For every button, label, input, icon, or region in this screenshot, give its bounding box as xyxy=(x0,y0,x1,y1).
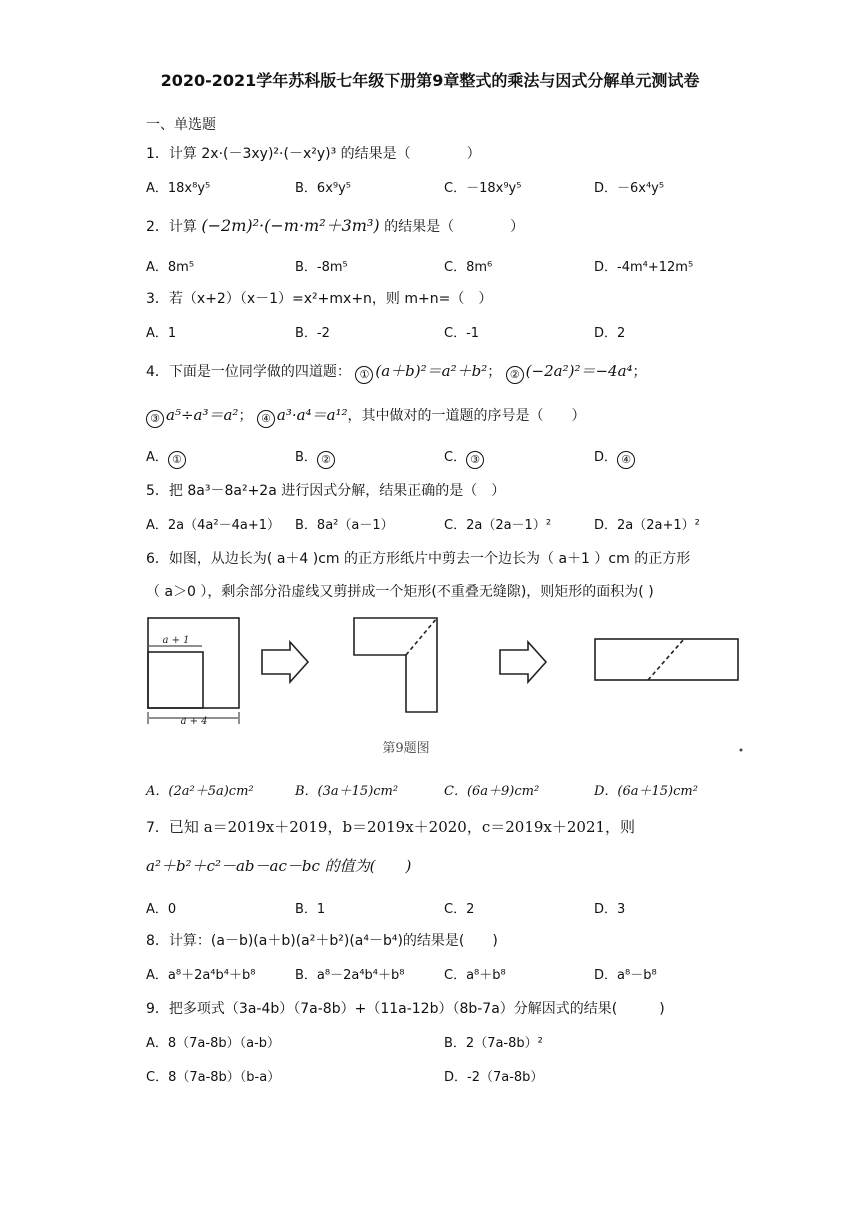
option-c: C．2 xyxy=(444,902,475,917)
option-c: C．2a（2a－1）² xyxy=(444,518,552,533)
circled-number-icon: ④ xyxy=(617,451,635,469)
option-label: A． xyxy=(146,450,168,465)
option-a: A．(2a²＋5a)cm² xyxy=(146,784,254,799)
question-7-line-2: a²＋b²＋c²－ab－ac－bc 的值为( ) xyxy=(146,857,412,875)
small-square xyxy=(148,652,203,708)
circled-number-icon: ① xyxy=(355,366,373,384)
separator: ； xyxy=(632,364,647,380)
question-number: 7． xyxy=(146,820,169,836)
separator: ； xyxy=(238,408,253,424)
option-b: B．6x⁹y⁵ xyxy=(295,181,351,196)
question-stem-end: 的结果是（ ） xyxy=(384,219,525,235)
option-d xyxy=(594,446,637,469)
question-9 xyxy=(146,998,665,1018)
circled-number-icon: ② xyxy=(317,451,335,469)
option-c: C．－18x⁹y⁵ xyxy=(444,181,522,196)
statement-2: (−2a²)²＝−4a⁴ xyxy=(525,362,633,380)
question-stem: 如图，从边长为( a＋4 )cm 的正方形纸片中剪去一个边长为（ a＋1 ）cm 的正方形 xyxy=(168,551,691,567)
question-stem: 计算：(a－b)(a＋b)(a²＋b²)(a⁴－b⁴)的结果是( ) xyxy=(168,933,498,949)
question-6 xyxy=(146,548,690,568)
option-c: C．-1 xyxy=(444,326,480,341)
section-heading: 一、单选题 xyxy=(146,117,216,133)
question-1 xyxy=(146,143,481,163)
dashed-cut-line xyxy=(406,618,437,655)
option-b: B．1 xyxy=(295,902,326,917)
option-a: A．2a（4a²－4a+1） xyxy=(146,518,280,533)
circled-number-icon: ③ xyxy=(146,410,164,428)
arrow-right-icon xyxy=(262,642,308,682)
question-number: 9． xyxy=(146,1001,169,1017)
option-c: C．8（7a-8b）（b-a） xyxy=(146,1070,281,1085)
question-number: 5． xyxy=(146,483,169,499)
circled-number-icon: ③ xyxy=(466,451,484,469)
question-6-figure xyxy=(140,612,760,762)
question-6-line-2: （ a＞0 ），剩余部分沿虚线又剪拼成一个矩形(不重叠无缝隙)，则矩形的面积为( ) xyxy=(146,584,654,600)
option-b: B．-2 xyxy=(295,326,330,341)
question-stem: 计算 2x·(－3xy)²·(－x²y)³ 的结果是（ ） xyxy=(168,146,481,162)
question-4-line-2 xyxy=(146,404,586,428)
option-b: B．a⁸－2a⁴b⁴＋b⁸ xyxy=(295,968,405,983)
result-rectangle xyxy=(595,639,738,680)
option-a: A．0 xyxy=(146,902,177,917)
question-stem: 若（x+2）（x－1）=x²+mx+n，则 m+n=（ ） xyxy=(168,291,493,307)
arrow-right-icon xyxy=(500,642,546,682)
math-expression: (−2m)²·(−m·m²＋3m³) xyxy=(201,216,380,235)
question-number: 8． xyxy=(146,933,169,949)
question-number: 2． xyxy=(146,219,169,235)
option-a: A．1 xyxy=(146,326,177,341)
question-stem: 计算 xyxy=(168,219,197,235)
statement-3: a⁵÷a³＝a² xyxy=(166,406,239,424)
option-label: C． xyxy=(444,450,467,465)
statement-1: (a＋b)²＝a²＋b² xyxy=(375,362,488,380)
option-a: A．a⁸＋2a⁴b⁴＋b⁸ xyxy=(146,968,256,983)
option-c: C．(6a＋9)cm² xyxy=(444,784,540,799)
question-stem: 下面是一位同学做的四道题： xyxy=(168,364,351,380)
option-b: B．-8m⁵ xyxy=(295,260,348,275)
option-d: D．2a（2a+1）² xyxy=(594,518,700,533)
separator: ； xyxy=(487,364,502,380)
option-d: D．3 xyxy=(594,902,626,917)
option-b: B．(3a＋15)cm² xyxy=(295,784,399,799)
option-c xyxy=(444,446,486,469)
option-a: A．8m⁵ xyxy=(146,260,195,275)
question-stem-end: ，其中做对的一道题的序号是（ ） xyxy=(347,408,586,424)
dimension-label-bottom: a + 4 xyxy=(180,716,208,727)
circled-number-icon: ② xyxy=(506,366,524,384)
option-d: D．－6x⁴y⁵ xyxy=(594,181,665,196)
option-a xyxy=(146,446,188,469)
question-3 xyxy=(146,288,492,308)
dimension-label-top: a + 1 xyxy=(162,635,190,646)
option-d: D．-2（7a-8b） xyxy=(444,1070,544,1085)
dot-mark xyxy=(740,749,743,752)
option-d: D．a⁸－b⁸ xyxy=(594,968,657,983)
option-b xyxy=(295,446,337,469)
question-stem: 把 8a³－8a²+2a 进行因式分解，结果正确的是（ ） xyxy=(168,483,506,499)
question-4 xyxy=(146,360,647,384)
option-c: C．a⁸＋b⁸ xyxy=(444,968,506,983)
question-7 xyxy=(146,816,635,837)
large-square xyxy=(148,618,239,708)
statement-4: a³·a⁴＝a¹² xyxy=(276,406,348,424)
circled-number-icon: ① xyxy=(168,451,186,469)
figure-caption: 第9题图 xyxy=(382,741,430,756)
option-b: B．2（7a-8b）² xyxy=(444,1036,543,1051)
question-number: 4． xyxy=(146,364,169,380)
question-5 xyxy=(146,480,505,500)
option-d: D．(6a＋15)cm² xyxy=(594,784,698,799)
option-label: B． xyxy=(295,450,317,465)
question-8 xyxy=(146,930,498,950)
option-d: D．2 xyxy=(594,326,626,341)
page-title: 2020-2021学年苏科版七年级下册第9章整式的乘法与因式分解单元测试卷 xyxy=(160,71,700,90)
question-number: 3． xyxy=(146,291,169,307)
question-number: 1． xyxy=(146,146,169,162)
dashed-cut-line xyxy=(648,639,684,680)
option-label: D． xyxy=(594,450,618,465)
option-c: C．8m⁶ xyxy=(444,260,493,275)
circled-number-icon: ④ xyxy=(257,410,275,428)
question-2 xyxy=(146,213,524,236)
question-stem: 把多项式（3a-4b）（7a-8b）+（11a-12b）（8b-7a）分解因式的结果( ) xyxy=(168,1001,665,1017)
option-d: D．-4m⁴+12m⁵ xyxy=(594,260,694,275)
question-number: 6． xyxy=(146,551,169,567)
option-a: A．8（7a-8b）（a-b） xyxy=(146,1036,281,1051)
option-b: B．8a²（a－1） xyxy=(295,518,394,533)
question-stem: 已知 a＝2019x＋2019，b＝2019x＋2020，c＝2019x＋2021，则 xyxy=(168,818,636,836)
option-a: A．18x⁸y⁵ xyxy=(146,181,211,196)
